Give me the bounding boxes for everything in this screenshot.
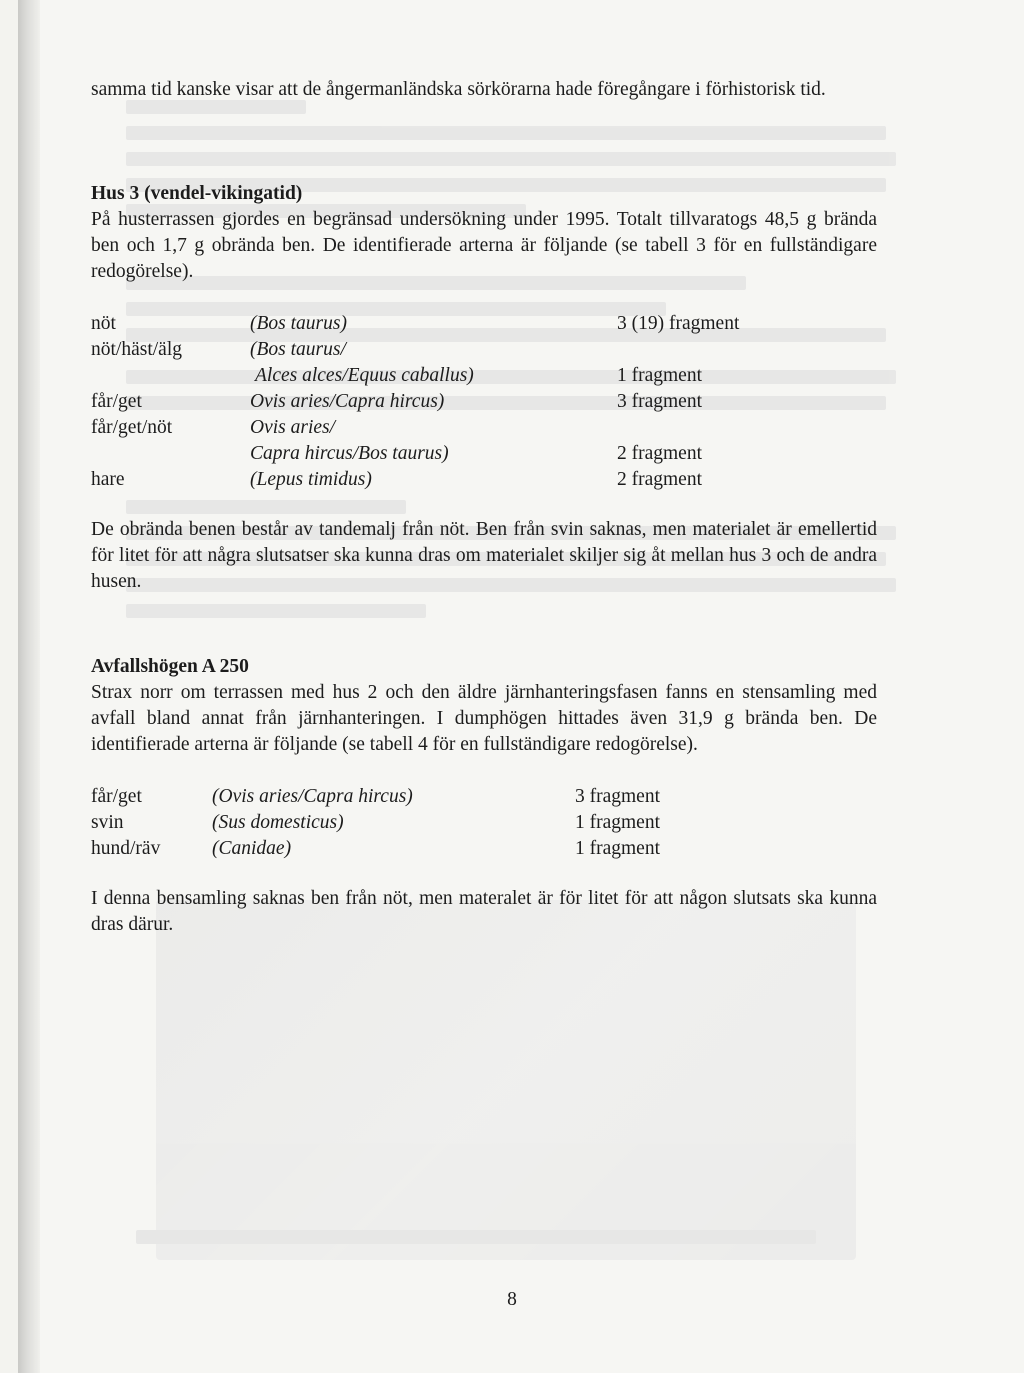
species-count: 2 fragment bbox=[617, 443, 703, 464]
species-row bbox=[91, 810, 877, 836]
species-row bbox=[91, 784, 877, 810]
species-count: 1 fragment bbox=[617, 365, 703, 386]
species-row bbox=[91, 441, 877, 467]
section-hus3 bbox=[91, 181, 877, 595]
hus3-species-list bbox=[91, 311, 877, 493]
species-row bbox=[91, 415, 877, 441]
species-row bbox=[91, 363, 877, 389]
species-row bbox=[91, 389, 877, 415]
section-heading-hus3: Hus 3 (vendel-vikingatid) bbox=[91, 183, 303, 204]
species-count: 3 fragment bbox=[575, 786, 661, 807]
species-latin: Ovis aries/Capra hircus) bbox=[250, 391, 445, 412]
species-latin: Alces alces/Equus caballus) bbox=[255, 365, 474, 386]
species-latin: (Canidae) bbox=[212, 838, 292, 859]
species-latin: (Bos taurus/ bbox=[250, 339, 346, 360]
species-latin: Ovis aries/ bbox=[250, 417, 336, 438]
species-name: får/get/nöt bbox=[91, 417, 173, 438]
species-name: hare bbox=[91, 469, 125, 490]
species-name: får/get bbox=[91, 391, 142, 412]
species-latin: Capra hircus/Bos taurus) bbox=[250, 443, 449, 464]
species-latin: (Ovis aries/Capra hircus) bbox=[212, 786, 413, 807]
hus3-conclusion: De obrända benen består av tandemalj från nöt. Ben från svin saknas, men materialet är emellertid för litet för att några slutsatser ska kunna dras om materialet skiljer sig åt mellan hus 3 och de andra husen. bbox=[91, 519, 877, 592]
avfall-paragraph: Strax norr om terrassen med hus 2 och den äldre järnhanteringsfasen fanns en stensamling med avfall bland annat från järnhanteringen. I dumphögen hittades även 31,9 g brända ben. De identifierade arterna är följande (se tabell 4 för en fullständigare redogörelse). bbox=[91, 682, 877, 755]
species-count: 3 fragment bbox=[617, 391, 703, 412]
avfall-species-list bbox=[91, 784, 877, 862]
species-row bbox=[91, 836, 877, 862]
species-latin: (Sus domesticus) bbox=[212, 812, 344, 833]
species-count: 1 fragment bbox=[575, 838, 661, 859]
species-count: 1 fragment bbox=[575, 812, 661, 833]
intro-block bbox=[91, 77, 877, 103]
page-number: 8 bbox=[507, 1289, 517, 1310]
species-name: svin bbox=[91, 812, 124, 833]
species-name: hund/räv bbox=[91, 838, 161, 859]
species-count: 3 (19) fragment bbox=[617, 313, 740, 334]
species-row bbox=[91, 337, 877, 363]
hus3-paragraph: På husterrassen gjordes en begränsad undersökning under 1995. Totalt tillvaratogs 48,5 g brända ben och 1,7 g obrända ben. De identifierade arterna är följande (se tabell 3 för en fullständigare redogörelse). bbox=[91, 209, 877, 282]
species-count: 2 fragment bbox=[617, 469, 703, 490]
species-name: nöt/häst/älg bbox=[91, 339, 182, 360]
binding-shadow bbox=[18, 0, 40, 1373]
avfall-conclusion: I denna bensamling saknas ben från nöt, men materalet är för litet för att någon slutsats ska kunna dras därur. bbox=[91, 888, 877, 935]
species-row bbox=[91, 467, 877, 493]
species-name: nöt bbox=[91, 313, 116, 334]
species-name: får/get bbox=[91, 786, 142, 807]
species-latin: (Lepus timidus) bbox=[250, 469, 372, 490]
species-latin: (Bos taurus) bbox=[250, 313, 347, 334]
intro-paragraph: samma tid kanske visar att de ångermanländska sörkörarna hade föregångare i förhistorisk tid. bbox=[91, 79, 826, 100]
section-heading-avfall: Avfallshögen A 250 bbox=[91, 656, 249, 677]
section-avfall bbox=[91, 654, 877, 938]
species-row bbox=[91, 311, 877, 337]
